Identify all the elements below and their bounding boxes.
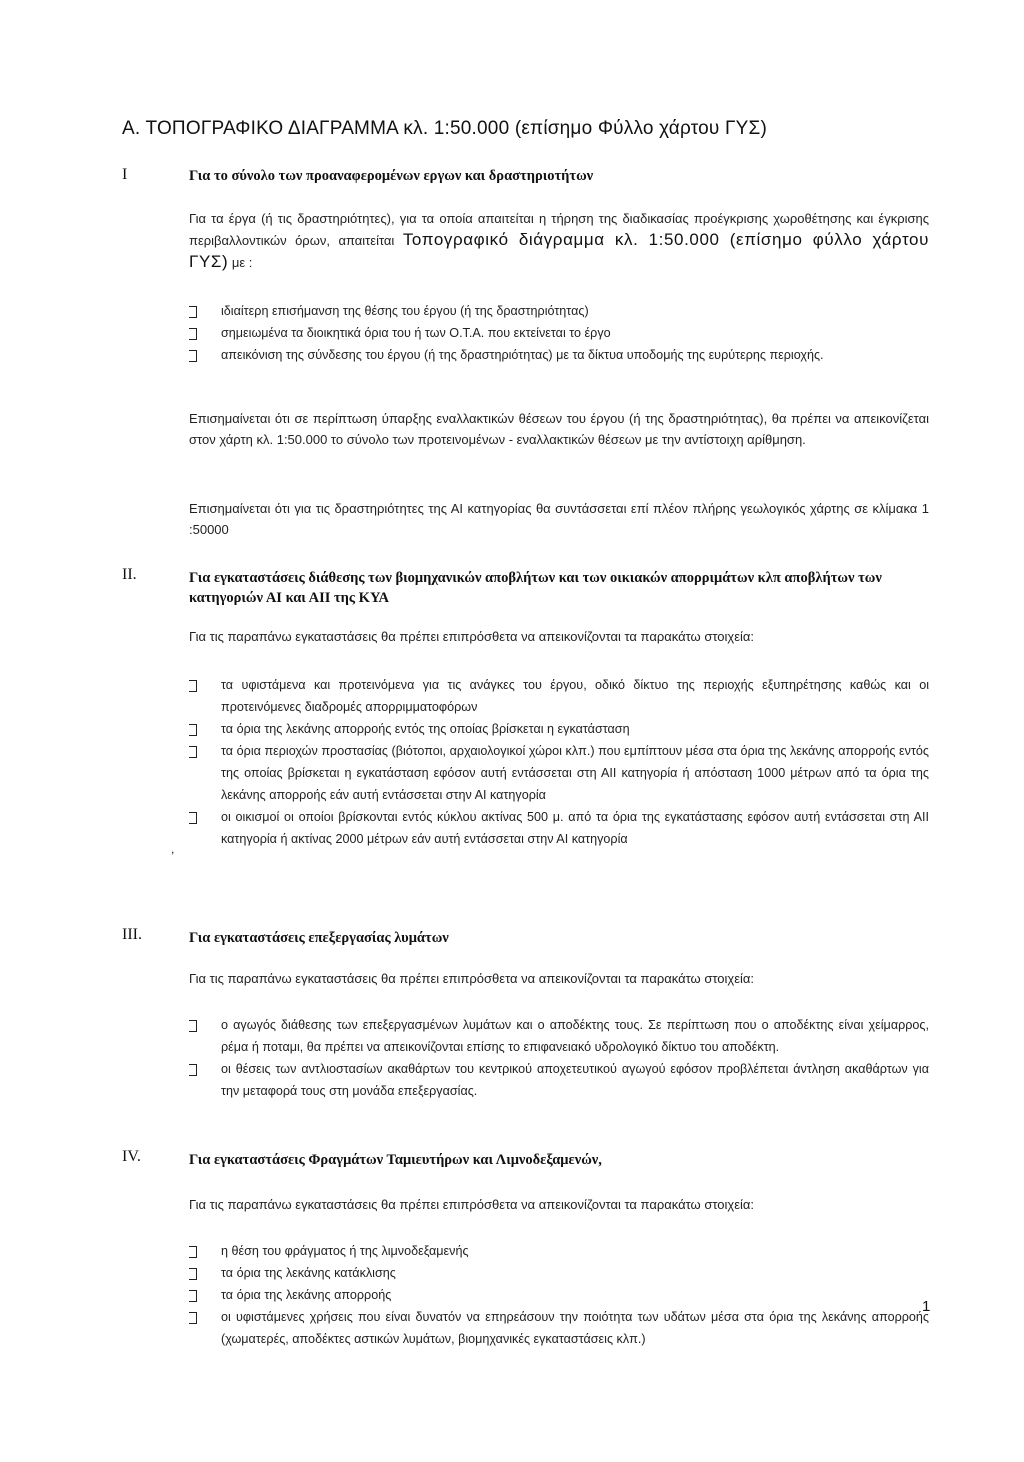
list-item <box>189 322 929 344</box>
bullet-box-icon <box>189 1246 197 1258</box>
list-item-text: τα όρια περιοχών προστασίας (βιότοποι, αρχαιολογικοί χώροι κλπ.) που εμπίπτουν μέσα στα όρια της λεκάνης απορροής εντός της οποίας βρίσκεται η εγκατάσταση εφόσον αυτή εντάσσεται στη ΑΙΙ κατηγορία ή απόσταση 1000 μέτρων από τα όρια της λεκάνης απορροής εάν αυτή εντάσσεται στην ΑΙ κατηγορία <box>221 744 929 802</box>
list-item-text: απεικόνιση της σύνδεσης του έργου (ή της δραστηριότητας) με τα δίκτυα υποδομής της ευρύτερης περιοχής. <box>221 348 824 362</box>
section-1-p1-tail: με : <box>228 255 253 270</box>
section-1-paragraph-1 <box>189 208 929 273</box>
list-item <box>189 300 929 322</box>
list-item-text: τα όρια της λεκάνης απορροής <box>221 1288 392 1302</box>
list-item-text: οι υφιστάμενες χρήσεις που είναι δυνατόν να επηρεάσουν την ποιότητα των υδάτων μέσα στα όρια της λεκάνης απορροής (χωματερές, αποδέκτες αστικών λυμάτων, βιομηχανικές εγκαταστάσεις κλπ.) <box>221 1310 929 1346</box>
list-item <box>189 740 929 806</box>
section-2-heading: Για εγκαταστάσεις διάθεσης των βιομηχανικών αποβλήτων και των οικιακών απορριμάτων κλπ αποβλήτων των κατηγοριών ΑΙ και ΑΙΙ της ΚΥΑ <box>189 570 882 606</box>
list-item <box>189 806 929 850</box>
bullet-box-icon <box>189 1290 197 1302</box>
list-item-text: η θέση του φράγματος ή της λιμνοδεξαμενής <box>221 1244 469 1258</box>
list-item <box>189 1240 929 1262</box>
section-1-paragraph-2: Επισημαίνεται ότι σε περίπτωση ύπαρξης εναλλακτικών θέσεων του έργου (ή της δραστηριότητας), θα πρέπει να απεικονίζεται στον χάρτη κλ. 1:50.000 το σύνολο των προτεινομένων - εναλλακτικών θέσεων με την αντίστοιχη αρίθμηση. <box>189 411 929 447</box>
bullet-box-icon <box>189 680 197 692</box>
list-item <box>189 718 929 740</box>
list-item <box>189 344 929 366</box>
section-3-list <box>189 1014 929 1102</box>
section-1-p1-text: Για τα έργα (ή τις δραστηριότητες), για τα οποία απαιτείται η τήρηση της διαδικασίας προέγκρισης χωροθέτησης και έγκρισης περιβαλλοντικών όρων, απαιτείται <box>189 211 929 248</box>
list-item <box>189 1058 929 1102</box>
section-2-intro: Για τις παραπάνω εγκαταστάσεις θα πρέπει επιπρόσθετα να απεικονίζονται τα παρακάτω στοιχεία: <box>189 629 755 644</box>
section-1-p1-emphasis: Τοπογραφικό διάγραμμα κλ. 1:50.000 (επίσημο φύλλο χάρτου ΓΥΣ) <box>189 230 929 271</box>
list-item <box>189 1014 929 1058</box>
section-4-list <box>189 1240 929 1350</box>
list-item-text: σημειωμένα τα διοικητικά όρια του ή των Ο.Τ.Α. που εκτείνεται το έργο <box>221 326 611 340</box>
section-1-list <box>189 300 929 366</box>
bullet-box-icon <box>189 1268 197 1280</box>
list-item <box>189 1284 929 1306</box>
section-4-number: IV. <box>122 1148 141 1165</box>
list-item-text: τα όρια της λεκάνης απορροής εντός της οποίας βρίσκεται η εγκατάσταση <box>221 722 630 736</box>
list-item-text: οι οικισμοί οι οποίοι βρίσκονται εντός κύκλου ακτίνας 500 μ. από τα όρια της εγκατάστασης εφόσον αυτή εντάσσεται στη ΑΙΙ κατηγορία ή ακτίνας 2000 μέτρων εάν αυτή εντάσσεται στην ΑΙ κατηγορία <box>221 810 929 846</box>
bullet-box-icon <box>189 1020 197 1032</box>
bullet-box-icon <box>189 306 197 318</box>
stray-mark: , <box>171 842 175 856</box>
bullet-box-icon <box>189 328 197 340</box>
section-4-heading: Για εγκαταστάσεις Φραγμάτων Ταμιευτήρων και Λιμνοδεξαμενών, <box>189 1152 602 1168</box>
section-3-number: III. <box>122 926 142 943</box>
list-item-text: οι θέσεις των αντλιοστασίων ακαθάρτων του κεντρικού αποχετευτικού αγωγού εφόσον προβλέπεται άντληση ακαθάρτων για την μεταφορά τους στη μονάδα επεξεργασίας. <box>221 1062 929 1098</box>
bullet-box-icon <box>189 350 197 362</box>
list-item <box>189 674 929 718</box>
section-1-paragraph-3: Επισημαίνεται ότι για τις δραστηριότητες της ΑΙ κατηγορίας θα συντάσσεται επί πλέον πλήρης γεωλογικός χάρτης σε κλίμακα 1 :50000 <box>189 501 929 537</box>
list-item <box>189 1262 929 1284</box>
section-2-number: II. <box>122 566 137 583</box>
list-item-text: τα υφιστάμενα και προτεινόμενα για τις ανάγκες του έργου, οδικό δίκτυο της περιοχής εξυπηρέτησης καθώς και οι προτεινόμενες διαδρομές απορριμματοφόρων <box>221 678 929 714</box>
list-item-text: ο αγωγός διάθεσης των επεξεργασμένων λυμάτων και ο αποδέκτης τους. Σε περίπτωση που ο αποδέκτης είναι χείμαρρος, ρέμα ή ποταμι, θα πρέπει να απεικονίζονται επίσης το επιφανειακό υδρολογικό δίκτυο του αποδέκτη. <box>221 1018 929 1054</box>
page-number: 1 <box>922 1298 931 1315</box>
page-title: Α. ΤΟΠΟΓΡΑΦΙΚΟ ΔΙΑΓΡΑΜΜΑ κλ. 1:50.000 (επίσημο Φύλλο χάρτου ΓΥΣ) <box>122 118 768 139</box>
section-1-heading: Για το σύνολο των προαναφερομένων εργων και δραστηριοτήτων <box>189 168 594 184</box>
section-1-number: I <box>122 166 128 183</box>
list-item <box>189 1306 929 1350</box>
bullet-box-icon <box>189 1312 197 1324</box>
section-2-list <box>189 674 929 850</box>
list-item-text: τα όρια της λεκάνης κατάκλισης <box>221 1266 396 1280</box>
bullet-box-icon <box>189 812 197 824</box>
bullet-box-icon <box>189 746 197 758</box>
bullet-box-icon <box>189 724 197 736</box>
section-3-heading: Για εγκαταστάσεις επεξεργασίας λυμάτων <box>189 930 449 946</box>
list-item-text: ιδιαίτερη επισήμανση της θέσης του έργου (ή της δραστηριότητας) <box>221 304 589 318</box>
bullet-box-icon <box>189 1064 197 1076</box>
section-4-intro: Για τις παραπάνω εγκαταστάσεις θα πρέπει επιπρόσθετα να απεικονίζονται τα παρακάτω στοιχεία: <box>189 1197 755 1212</box>
section-3-intro: Για τις παραπάνω εγκαταστάσεις θα πρέπει επιπρόσθετα να απεικονίζονται τα παρακάτω στοιχεία: <box>189 971 755 986</box>
